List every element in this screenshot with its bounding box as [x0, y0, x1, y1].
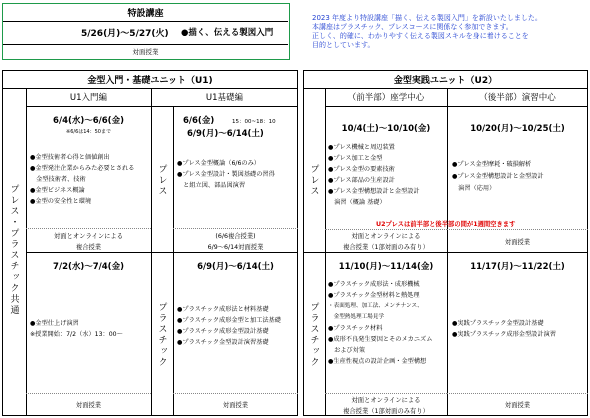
u2-first-header: （前半部）座学中心	[347, 93, 425, 103]
list-item: ・表面処理、加工法、メンテナンス、	[328, 303, 423, 309]
u2-plastic-second-date: 11/17(月)～11/22(土)	[470, 262, 565, 272]
announcement-line: 本講座はプラスチック、プレスコースに関係なく参加できます。	[312, 23, 513, 31]
u2-press-first-mode2: 複合授業（1部対面のみ有り）	[343, 243, 429, 251]
basic-press-list	[177, 158, 275, 191]
list-item: ●プレス金型の要素技術	[328, 166, 395, 173]
u2-press-gap-note: U2プレスは前半部と後半部の間が1週間空きます	[376, 221, 516, 228]
common-side-label	[4, 120, 24, 380]
list-item: ●生産性視点の設計企画・金型構想	[328, 358, 427, 365]
u1-title: 金型入門・基礎ユニット（U1)	[87, 75, 213, 86]
list-item: ※授業開始：7/2（水）13：00～	[30, 331, 123, 338]
list-item: ●プラスチック材料	[328, 325, 383, 332]
intro-plastic-list	[30, 318, 123, 340]
list-item: ●プラスチック成形金型設計基礎	[177, 328, 269, 335]
u2-plastic-first-date: 11/10(月)～11/14(金)	[338, 262, 434, 272]
list-item: ●実践プラスチック金型設計基礎	[452, 320, 544, 327]
basic-press-date2: 6/9(月)～6/14(土)	[187, 129, 264, 139]
announcement-line: 正しく、的確に、わかりやすく伝える製図スキルを身に着けることを	[312, 32, 529, 40]
intro-press-mode: 対面とオンラインによる	[53, 232, 124, 240]
list-item: ●プレス金型設計・製図基礎の習得	[177, 171, 275, 178]
u1-basic-header: U1基礎編	[205, 93, 244, 103]
list-item: ●金型技術者心得と価値創出	[30, 154, 110, 161]
list-item: 金型技術者、技術	[30, 176, 86, 183]
u2-press-first-mode: 対面とオンラインによる	[351, 232, 421, 240]
list-item: ●金型発注企業からみた必要とされる	[30, 165, 135, 172]
u2-press-side-text: プレス	[308, 163, 319, 197]
list-item: ●プレス金型概論（6/6のみ）	[177, 160, 260, 167]
list-item: ●プラスチック成形法・成形機械	[328, 281, 420, 288]
u1-plastic-side-label	[152, 254, 172, 416]
basic-plastic-list	[177, 304, 281, 348]
u1-plastic-side-text: プラスチック	[156, 302, 167, 368]
announcement-text	[312, 14, 584, 50]
u2-plastic-side-label	[304, 254, 324, 416]
basic-press-time1: 15：00~18：10	[232, 119, 276, 125]
u2-plastic-first-mode2: 複合授業（1部対面のみ有り）	[343, 407, 429, 415]
list-item: 演習（応用）	[452, 185, 496, 192]
list-item: 演習（概論 基礎）	[328, 199, 386, 206]
list-item: ●プレス部品の生産設計	[328, 177, 395, 184]
intro-press-date: 6/4(水)～6/6(金)	[53, 116, 124, 126]
list-item: ●プラスチック成形法と材料基礎	[177, 306, 269, 313]
u2-plastic-second-list	[452, 318, 556, 340]
u2-press-second-list	[452, 159, 544, 195]
intro-plastic-date: 7/2(水)～7/4(金)	[53, 262, 124, 272]
intro-press-note: ※6/6は14：50まで	[66, 128, 111, 135]
list-item: ●プレス金型構想設計と金型設計	[328, 188, 420, 195]
list-item: ●成形不良発生要因とそのメカニズム	[328, 336, 433, 343]
basic-plastic-date: 6/9(月)～6/14(土)	[197, 262, 274, 272]
u2-press-first-list	[328, 142, 420, 208]
list-item: ●プレス金型摩耗・破損解析	[452, 161, 532, 168]
u2-title: 金型実践ユニット（U2）	[393, 75, 498, 86]
list-item: および対策	[328, 347, 366, 354]
u2-plastic-second-mode: 対面授業	[504, 401, 531, 409]
basic-press-date1: 6/6(金)	[183, 116, 215, 126]
u2-press-second-mode: 対面授業	[504, 238, 531, 246]
u1-intro-header: U1入門編	[69, 93, 108, 103]
list-item: ●プレス機械と周辺装置	[328, 144, 395, 151]
u1-press-side-label	[152, 108, 172, 252]
intro-press-mode2: 複合授業	[75, 243, 102, 251]
u2-second-header: （後半部）演習中心	[479, 93, 556, 103]
u2-press-side-label	[304, 108, 324, 252]
u2-press-second-date: 10/20(月)～10/25(土)	[470, 124, 565, 134]
list-item: ●金型ビジネス概論	[30, 187, 85, 194]
basic-plastic-mode: 対面授業	[222, 401, 249, 409]
announcement-line: 目的としています。	[312, 41, 375, 49]
special-course-name: ●描く、伝える製図入門	[181, 28, 274, 38]
special-course-date: 5/26(月)～5/27(火)	[81, 29, 169, 39]
list-item: ●プラスチック金型設計演習基礎	[177, 339, 269, 346]
list-item: ●金型の安全性と環境	[30, 198, 92, 205]
u2-plastic-first-list	[328, 279, 432, 367]
list-item: と組立図、部品図演習	[177, 182, 246, 189]
special-course-mode: 対面授業	[3, 44, 288, 58]
special-course-title: 特設講座	[3, 4, 288, 22]
list-item: ●プレス加工と金型	[328, 155, 383, 162]
list-item: ●プラスチック成形金型と加工法基礎	[177, 317, 281, 324]
u1-press-side-text: プレス	[156, 163, 167, 197]
u2-plastic-first-mode: 対面とオンラインによる	[351, 396, 421, 404]
special-course-box	[2, 3, 290, 60]
common-side-text: プレス・プラスチック共通	[8, 184, 19, 316]
list-item: ●実践プラスチック成形金型設計演習	[452, 331, 556, 338]
u2-plastic-side-text: プラスチック	[308, 302, 319, 368]
announcement-line: 2023 年度より特設講座「描く、伝える製図入門」を新設いたしました。	[312, 14, 542, 22]
list-item: ●プラスチック金型材料と熱処理	[328, 292, 420, 299]
intro-plastic-mode: 対面授業	[75, 401, 102, 409]
u2-press-first-date: 10/4(土)～10/10(金)	[341, 124, 431, 134]
basic-press-mode: (6/6複合授業)	[215, 232, 256, 240]
intro-press-list	[30, 152, 134, 207]
list-item: ●プレス金型構想設計と金型設計	[452, 173, 544, 180]
list-item: ●金型仕上げ演習	[30, 320, 79, 327]
list-item: 金型熱処理工場見学	[328, 314, 384, 320]
basic-press-mode2: 6/9～6/14対面授業	[207, 243, 264, 251]
